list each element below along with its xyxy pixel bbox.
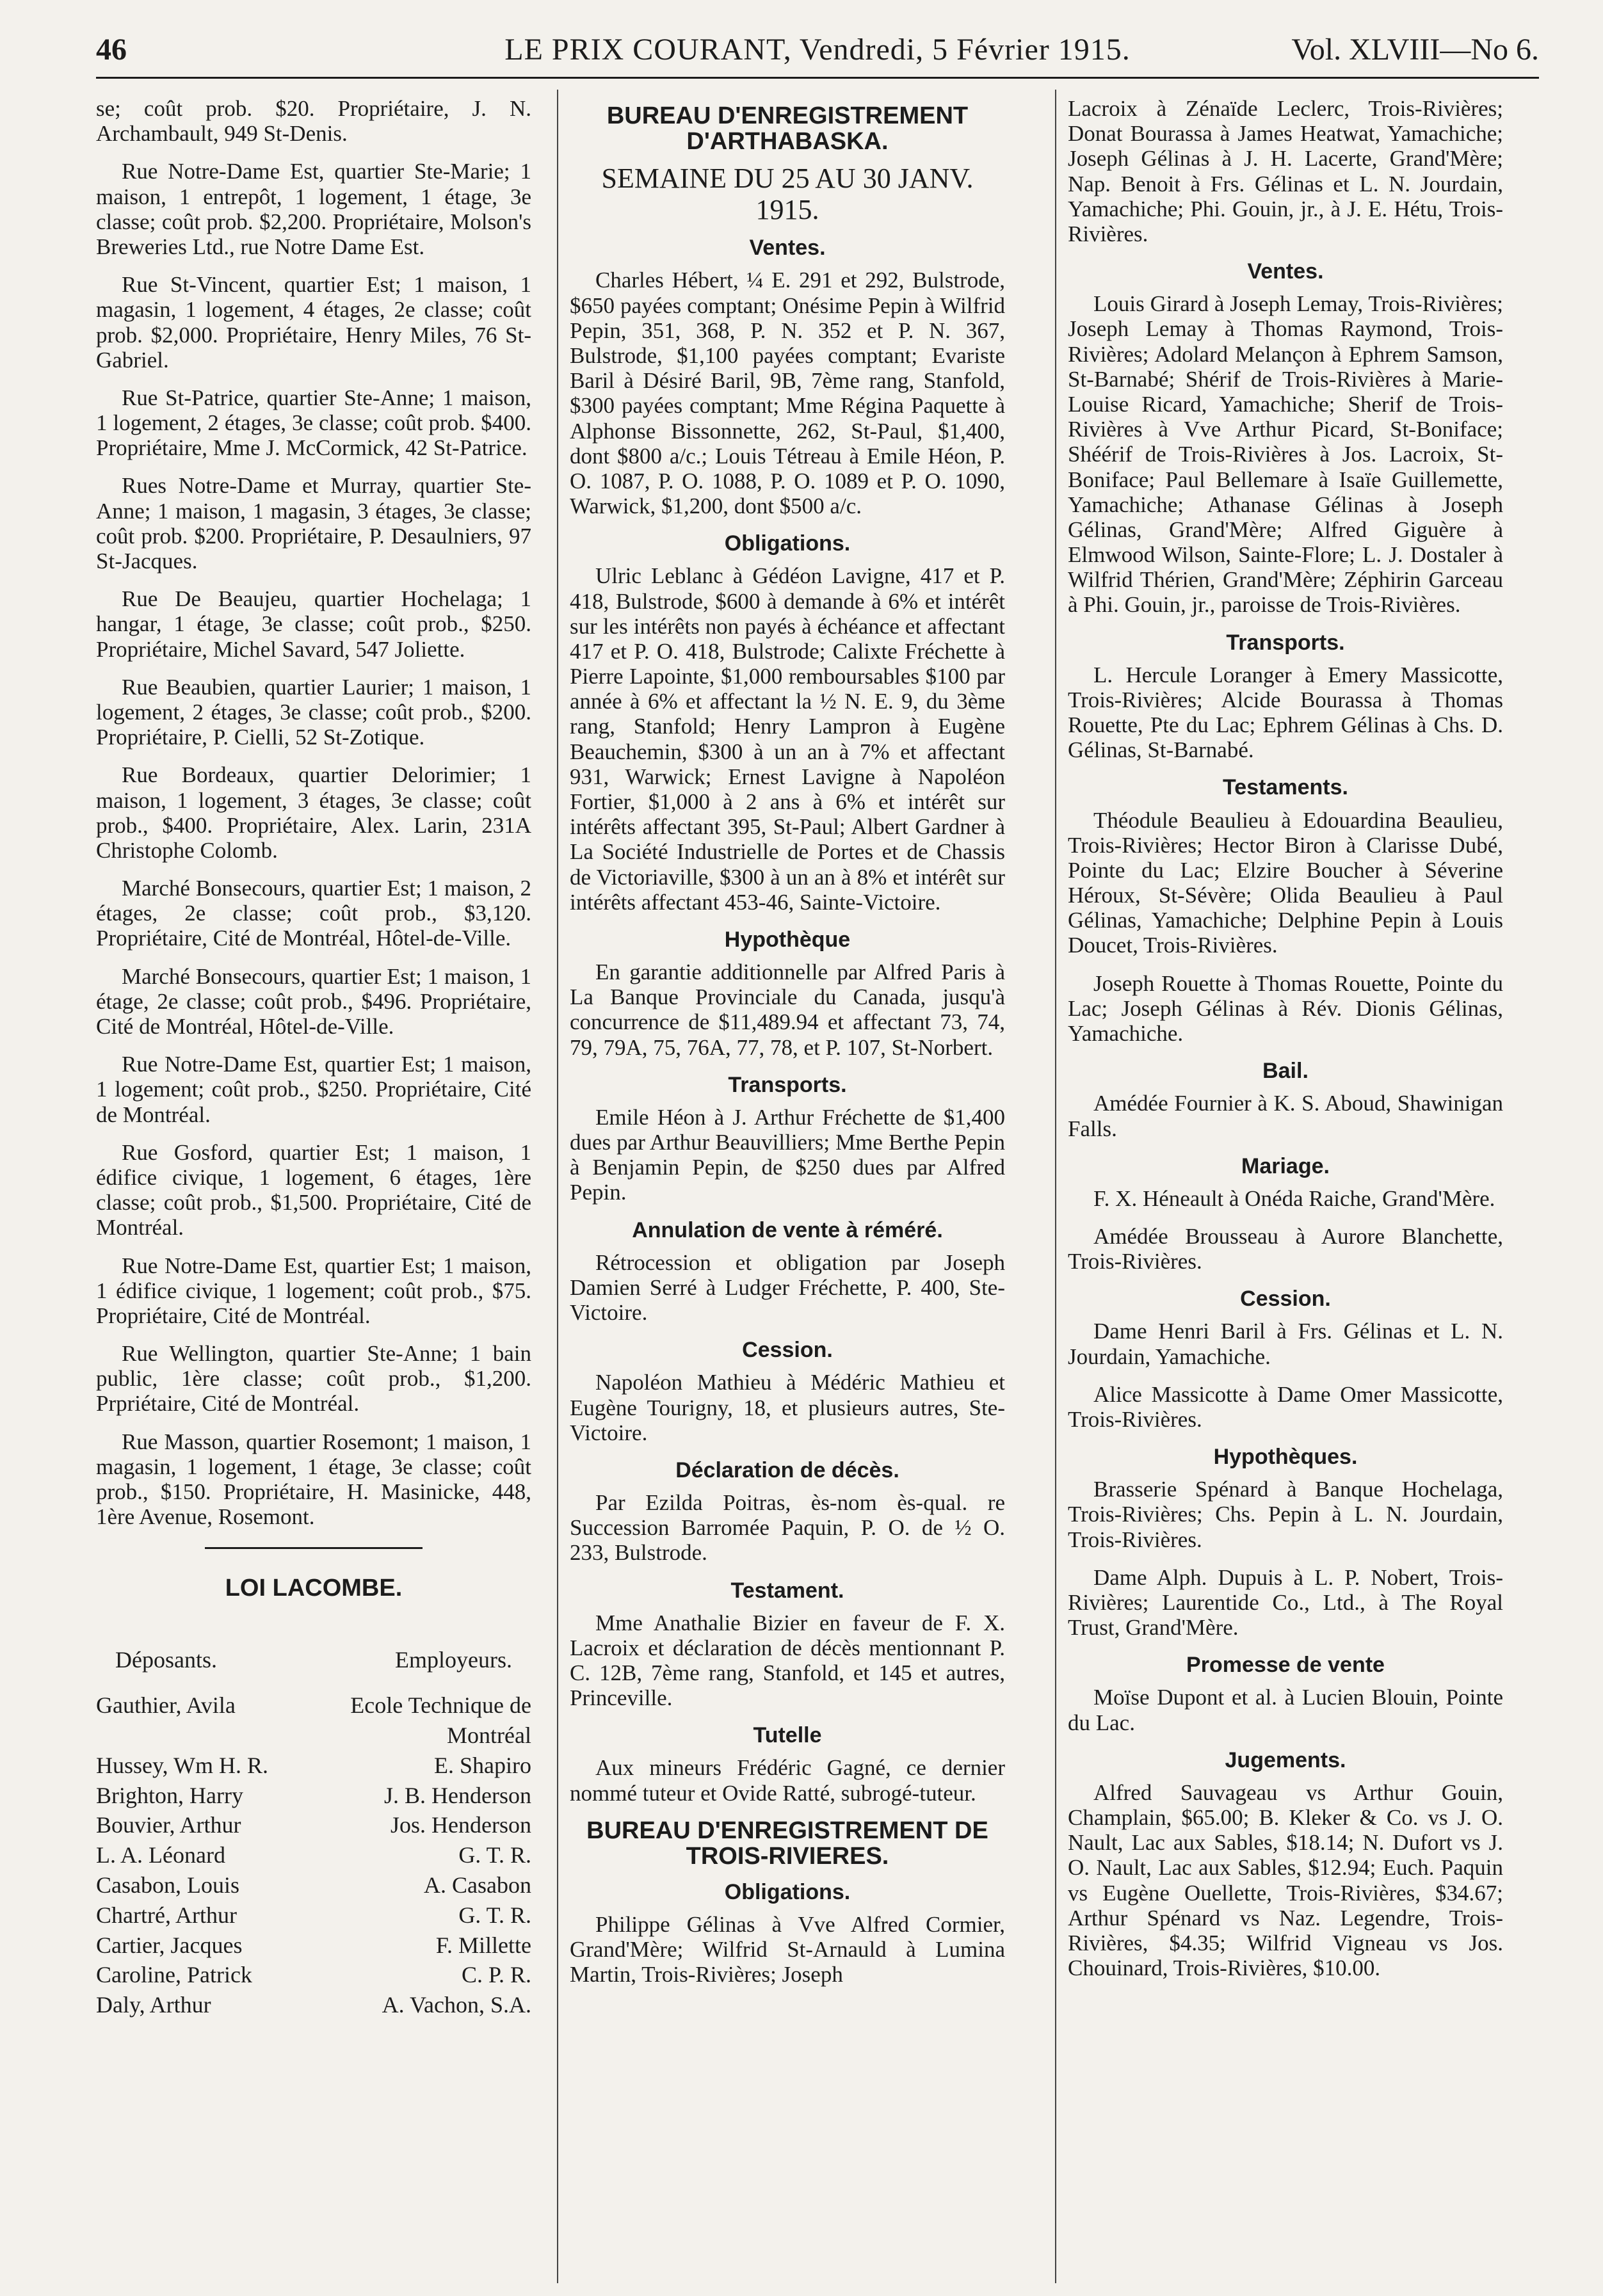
paragraph: Alice Massicotte à Dame Omer Massicotte, Trois-Rivières.: [1068, 1381, 1503, 1432]
paragraph: Louis Girard à Joseph Lemay, Trois-Rivières; Joseph Lemay à Thomas Raymond, Trois-Rivières; Adolard Melançon à Ephrem Samson, St-Barnabé; Shérif de Trois-Rivières à Marie-Louise Ricard, Yamachiche; Sherif de Trois-Rivières à Vve Arthur Picard, St-Boniface; Shéérif de Trois-Rivières à Jos. Lacroix, St-Boniface; Paul Bellemare à Isaïe Guillemette, Yamachiche; Athanase Gélinas à Joseph Gélinas, Grand'Mère; Alfred Giguère à Elmwood Wilson, Sainte-Flore; L. J. Dostaler à Wilfrid Thérien, Grand'Mère; Zéphirin Garceau à Phi. Gouin, jr., paroisse de Trois-Rivières.: [1068, 291, 1503, 618]
section-heading: Tutelle: [753, 1723, 822, 1748]
column-2: [570, 96, 1005, 2000]
permit-entry: Rue Gosford, quartier Est; 1 maison, 1 édifice civique, 1 logement, 6 étages, 1ère classe; coût prob., $1,500. Propriétaire, Cité de Montréal.: [96, 1139, 531, 1240]
paragraph: Emile Héon à J. Arthur Fréchette de $1,400 dues par Arthur Beauvilliers; Mme Berthe Pepin à Benjamin Pepin, de $250 dues par Alfred Pepin.: [570, 1104, 1005, 1205]
section-heading: BUREAU D'ENREGISTREMENT DE TROIS-RIVIERES.: [586, 1817, 988, 1870]
section-heading: Transports.: [1226, 630, 1345, 655]
paragraph: Lacroix à Zénaïde Leclerc, Trois-Rivières; Donat Bourassa à James Heatwat, Yamachiche; Joseph Gélinas à J. H. Lacerte, Grand'Mère; Nap. Benoit à Frs. Gélinas et L. N. Jourdain, Yamachiche; Phi. Gouin, jr., à J. E. Hétu, Trois-Rivières.: [1068, 96, 1503, 246]
column-rule: [557, 90, 558, 2283]
deposant-name: Casabon, Louis: [96, 1872, 239, 1899]
section-heading: Mariage.: [1241, 1153, 1330, 1178]
permit-entry: Rue St-Vincent, quartier Est; 1 maison, 1 magasin, 1 logement, 4 étages, 2e classe; coût prob. $2,000. Propriétaire, Henry Miles, 76 St-Gabriel.: [96, 272, 531, 373]
permit-entry: Marché Bonsecours, quartier Est; 1 maison, 1 étage, 2e classe; coût prob., $496. Propriétaire, Cité de Montréal, Hôtel-de-Ville.: [96, 963, 531, 1039]
employeurs-label: Employeurs.: [395, 1646, 512, 1673]
paragraph: En garantie additionnelle par Alfred Paris à La Banque Provinciale du Canada, jusqu'à concurrence de $11,489.94 et affectant 73, 74, 79, 79A, 75, 76A, 77, 78, et P. 107, St-Norbert.: [570, 959, 1005, 1060]
paragraph: Par Ezilda Poitras, ès-nom ès-qual. re Succession Barromée Paquin, P. O. de ½ O. 233, Bulstrode.: [570, 1489, 1005, 1566]
deposant-row: [96, 1721, 531, 1751]
deposant-name: L. A. Léonard: [96, 1842, 225, 1868]
paragraph: Moïse Dupont et al. à Lucien Blouin, Pointe du Lac.: [1068, 1685, 1503, 1735]
column-1: [96, 96, 531, 2020]
paragraph: L. Hercule Loranger à Emery Massicotte, Trois-Rivières; Alcide Bourassa à Thomas Rouette, Pte du Lac; Ephrem Gélinas à Chs. D. Gélinas, St-Barnabé.: [1068, 662, 1503, 763]
employeur-name: Ecole Technique de: [350, 1692, 531, 1719]
page-header: [96, 19, 1539, 79]
deposant-name: [96, 1721, 323, 1751]
deposant-name: Daly, Arthur: [96, 1992, 211, 2018]
paragraph: Napoléon Mathieu à Médéric Mathieu et Eugène Tourigny, 18, et plusieurs autres, Ste-Victoire.: [570, 1370, 1005, 1445]
deposant-row: [96, 1751, 531, 1781]
deposants-label: Déposants.: [115, 1646, 217, 1673]
deposants-header: [96, 1647, 531, 1673]
paragraph: Ulric Leblanc à Gédéon Lavigne, 417 et P. 418, Bulstrode, $600 à demande à 6% et intérêt sur les intérêts non payés à échéance et affectant 417 et P. O. 418, Bulstrode; Calixte Fréchette à Pierre Lapointe, $1,000 remboursables $100 par année à 6% et affectant la ½ N. E. 9, du 3ème rang, Stanfold; Henry Lampron à Eugène Beauchemin, $300 à un an à 7% et affectant 931, Warwick; Ernest Lavigne à Napoléon Fortier, $1,000 à 2 ans à 6% et intérêt sur intérêts affectant 395, St-Paul; Albert Gardner à La Société Industrielle de Portes et de Chassis de Victoriaville, $300 à un an à 8% et intérêt sur intérêts affectant 453-46, Sainte-Victoire.: [570, 563, 1005, 915]
section-heading: Ventes.: [1247, 259, 1324, 284]
section-heading: Jugements.: [1225, 1747, 1346, 1772]
section-heading: Obligations.: [724, 531, 851, 556]
employeur-name: F. Millette: [435, 1932, 531, 1958]
deposant-name: Bouvier, Arthur: [96, 1812, 241, 1838]
permit-entry: Rue Beaubien, quartier Laurier; 1 maison, 1 logement, 2 étages, 3e classe; coût prob., $200. Propriétaire, P. Cielli, 52 St-Zotique.: [96, 674, 531, 750]
deposant-row: [96, 1690, 531, 1721]
permit-entry: Rue Bordeaux, quartier Delorimier; 1 maison, 1 logement, 3 étages, 3e classe; coût prob., $400. Propriétaire, Alex. Larin, 231A Christophe Colomb.: [96, 762, 531, 863]
section-heading: Annulation de vente à réméré.: [632, 1217, 943, 1242]
deposant-name: Hussey, Wm H. R.: [96, 1752, 268, 1778]
volume-number: Vol. XLVIII—No 6.: [1291, 33, 1539, 67]
employeur-name: E. Shapiro: [434, 1752, 531, 1778]
deposant-row: [96, 1870, 531, 1900]
employeur-name: A. Vachon, S.A.: [382, 1992, 531, 2018]
column-rule: [1055, 90, 1056, 2283]
employeur-name: G. T. R.: [458, 1842, 531, 1868]
deposant-row: [96, 1810, 531, 1840]
journal-title: LE PRIX COURANT, Vendredi, 5 Février 1915.: [504, 33, 1131, 67]
permit-entry: se; coût prob. $20. Propriétaire, J. N. Archambault, 949 St-Denis.: [96, 96, 531, 147]
paragraph: Brasserie Spénard à Banque Hochelaga, Trois-Rivières; Chs. Pepin à L. N. Jourdain, Trois-Rivières.: [1068, 1477, 1503, 1552]
paragraph: Mme Anathalie Bizier en faveur de F. X. Lacroix et déclaration de décès mentionnant P. C. 12B, 7ème rang, Stanfold, et 145 et autres, Princeville.: [570, 1610, 1005, 1711]
permit-entry: Rues Notre-Dame et Murray, quartier Ste-Anne; 1 maison, 1 magasin, 3 étages, 3e classe; coût prob. $200. Propriétaire, P. Desaulniers, 97 St-Jacques.: [96, 473, 531, 574]
deposant-row: [96, 1900, 531, 1931]
deposant-name: Caroline, Patrick: [96, 1962, 252, 1988]
paragraph: Théodule Beaulieu à Edouardina Beaulieu, Trois-Rivières; Hector Biron à Clarisse Dubé, Pointe du Lac; Elzire Boucher à Séverine Héroux, St-Sévère; Olida Beaulieu à Paul Gélinas, Yamachiche; Delphine Pepin à Louis Doucet, Trois-Rivières.: [1068, 807, 1503, 958]
column-3: [1068, 96, 1503, 1993]
paragraph: Aux mineurs Frédéric Gagné, ce dernier nommé tuteur et Ovide Ratté, subrogé-tuteur.: [570, 1755, 1005, 1806]
deposant-row: [96, 1990, 531, 2020]
permit-entry: Rue Masson, quartier Rosemont; 1 maison, 1 magasin, 1 logement, 1 étage, 3e classe; coût prob., $150. Propriétaire, H. Masinicke, 448, 1ère Avenue, Rosemont.: [96, 1429, 531, 1530]
paragraph: F. X. Héneault à Onéda Raiche, Grand'Mère.: [1093, 1185, 1495, 1211]
deposant-row: [96, 1781, 531, 1811]
loi-lacombe-heading: LOI LACOMBE.: [225, 1575, 403, 1602]
separator: [205, 1547, 423, 1549]
section-heading: Bail.: [1262, 1059, 1309, 1084]
section-heading: Promesse de vente: [1186, 1653, 1385, 1678]
deposant-name: Gauthier, Avila: [96, 1692, 236, 1719]
week-heading: SEMAINE DU 25 AU 30 JANV. 1915.: [601, 162, 974, 226]
permit-entry: Rue Notre-Dame Est, quartier Est; 1 maison, 1 logement; coût prob., $250. Propriétaire, Cité de Montréal.: [96, 1052, 531, 1127]
permit-entry: Rue Wellington, quartier Ste-Anne; 1 bain public, 1ère classe; coût prob., $1,200. Prpriétaire, Cité de Montréal.: [96, 1341, 531, 1417]
employeur-name: C. P. R.: [461, 1962, 531, 1988]
paragraph: Amédée Brousseau à Aurore Blanchette, Trois-Rivières.: [1068, 1223, 1503, 1274]
page-number: 46: [96, 33, 127, 67]
employeur-name: Jos. Henderson: [391, 1812, 531, 1838]
paragraph: Alfred Sauvageau vs Arthur Gouin, Champlain, $65.00; B. Kleker & Co. vs J. O. Nault, Lac aux Sables, $18.14; N. Dufort vs J. O. Nault, Lac aux Sables, $12.94; Euch. Paquin vs Eugène Ouellette, Trois-Rivières, $34.67; Arthur Spénard vs Naz. Legendre, Trois-Rivières, $4.35; Wilfrid Vigneau vs Jos. Chouinard, Trois-Rivières, $10.00.: [1068, 1779, 1503, 1981]
paragraph: Amédée Fournier à K. S. Aboud, Shawinigan Falls.: [1068, 1091, 1503, 1141]
permit-entry: Rue Notre-Dame Est, quartier Ste-Marie; 1 maison, 1 entrepôt, 1 logement, 1 étage, 3e classe; coût prob. $2,200. Propriétaire, Molson's Breweries Ltd., rue Notre Dame Est.: [96, 159, 531, 259]
section-heading: Obligations.: [724, 1879, 851, 1904]
employeur-name: Montréal: [447, 1722, 531, 1749]
paragraph: Joseph Rouette à Thomas Rouette, Pointe du Lac; Joseph Gélinas à Rév. Dionis Gélinas, Yamachiche.: [1068, 970, 1503, 1047]
building-permits: [96, 96, 531, 1529]
deposant-row: [96, 1960, 531, 1990]
section-heading: Cession.: [1240, 1287, 1331, 1312]
section-heading: Hypothèques.: [1213, 1445, 1358, 1470]
deposant-name: Chartré, Arthur: [96, 1902, 237, 1928]
section-heading: Testaments.: [1223, 775, 1348, 800]
paragraph: Rétrocession et obligation par Joseph Damien Serré à Ludger Fréchette, P. 400, Ste-Victoire.: [570, 1249, 1005, 1326]
permit-entry: Rue Notre-Dame Est, quartier Est; 1 maison, 1 édifice civique, 1 logement; coût prob., $75. Propriétaire, Cité de Montréal.: [96, 1253, 531, 1328]
permit-entry: Rue De Beaujeu, quartier Hochelaga; 1 hangar, 1 étage, 3e classe; coût prob., $250. Propriétaire, Michel Savard, 547 Joliette.: [96, 586, 531, 662]
deposant-row: [96, 1840, 531, 1870]
section-heading: Cession.: [742, 1338, 833, 1363]
employeur-name: J. B. Henderson: [384, 1782, 531, 1808]
permit-entry: Marché Bonsecours, quartier Est; 1 maison, 2 étages, 2e classe; coût prob., $3,120. Propriétaire, Cité de Montréal, Hôtel-de-Ville.: [96, 876, 531, 951]
deposant-row: [96, 1931, 531, 1961]
section-heading: Hypothèque: [724, 927, 851, 952]
paragraph: Dame Henri Baril à Frs. Gélinas et L. N. Jourdain, Yamachiche.: [1068, 1319, 1503, 1369]
deposant-name: Cartier, Jacques: [96, 1932, 243, 1958]
section-heading: BUREAU D'ENREGISTREMENT D'ARTHABASKA.: [606, 102, 969, 155]
section-heading: Transports.: [728, 1072, 847, 1097]
section-heading: Ventes.: [749, 236, 826, 261]
section-heading: Déclaration de décès.: [675, 1457, 899, 1482]
permit-entry: Rue St-Patrice, quartier Ste-Anne; 1 maison, 1 logement, 2 étages, 3e classe; coût prob. $400. Propriétaire, Mme J. McCormick, 42 St-Patrice.: [96, 385, 531, 461]
employeur-name: G. T. R.: [458, 1902, 531, 1928]
paragraph: Charles Hébert, ¼ E. 291 et 292, Bulstrode, $650 payées comptant; Onésime Pepin à Wilfrid Pepin, 351, 368, P. N. 352 et P. N. 367, Bulstrode, $1,100 payées comptant; Evariste Baril à Désiré Baril, 9B, 7ème rang, Stanfold, $300 payées comptant; Mme Régina Paquette à Alphonse Bissonnette, 262, St-Paul, $1,400, dont $800 a/c.; Louis Tétreau à Emile Héon, P. O. 1087, P. O. 1088, P. O. 1089 et P. O. 1090, Warwick, $1,200, dont $500 a/c.: [570, 268, 1005, 519]
section-heading: Testament.: [730, 1578, 844, 1603]
paragraph: Dame Alph. Dupuis à L. P. Nobert, Trois-Rivières; Laurentide Co., Ltd., à The Royal Trust, Grand'Mère.: [1068, 1564, 1503, 1641]
paragraph: Philippe Gélinas à Vve Alfred Cormier, Grand'Mère; Wilfrid St-Arnauld à Lumina Martin, Trois-Rivières; Joseph: [570, 1911, 1005, 1987]
employeur-name: A. Casabon: [424, 1872, 531, 1899]
deposant-name: Brighton, Harry: [96, 1782, 243, 1808]
deposants-list: [96, 1690, 531, 2020]
